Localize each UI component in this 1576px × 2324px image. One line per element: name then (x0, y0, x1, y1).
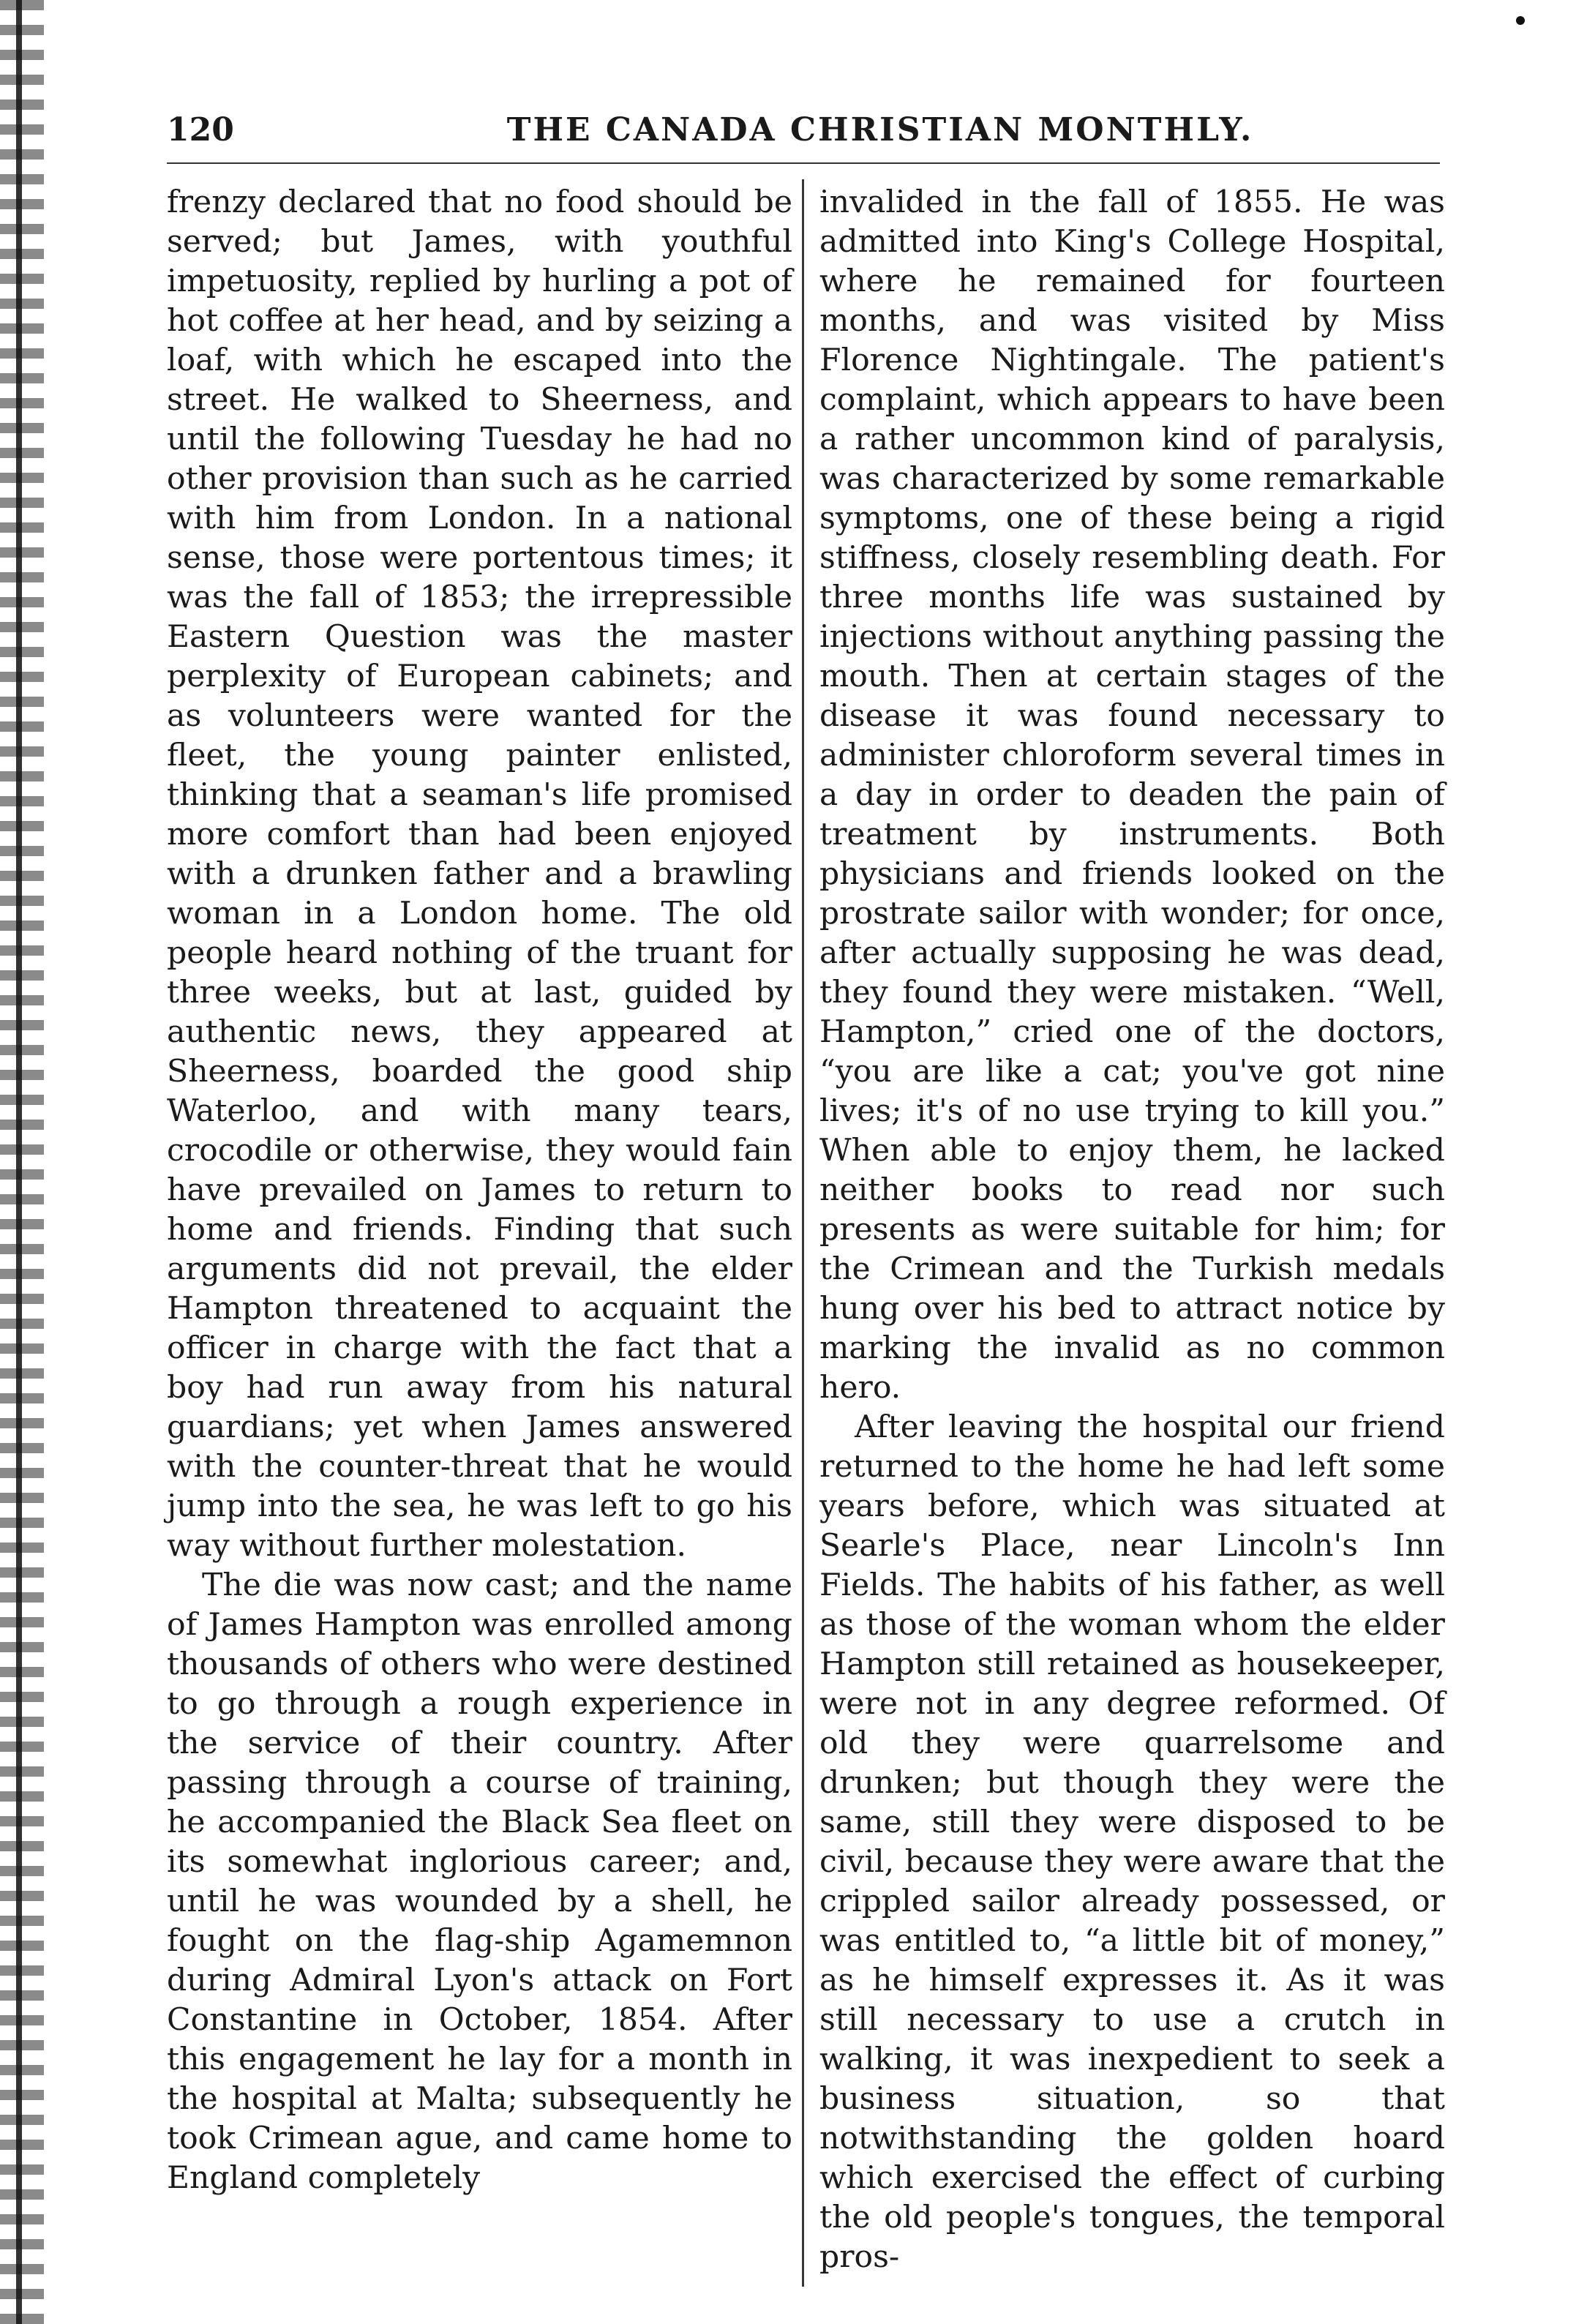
binding-edge-line (16, 0, 22, 2324)
column-divider (802, 179, 804, 2287)
running-title: THE CANADA CHRISTIAN MONTHLY. (506, 111, 1254, 149)
paragraph: invalided in the fall of 1855. He was admitted into King's College Hospital, where he remained for fourteen months, and was visited by Miss Florence Nightingale. The patient's complaint, which appears to have been a rather uncommon kind of paralysis, was characterized by some remarkable symptoms, one of these being a rigid stiffness, closely resembling death. For three months life was sustained by injections without anything passing the mouth. Then at certain stages of the disease it was found necessary to administer chloroform several times in a day in order to deaden the pain of treatment by instruments. Both physicians and friends looked on the prostrate sailor with wonder; for once, after actually supposing he was dead, they found they were mistaken. “Well, Hampton,” cried one of the doctors, “you are like a cat; you've got nine lives; it's of no use trying to kill you.” When able to enjoy them, he lacked neither books to read nor such presents as were suitable for him; for the Crimean and the Turkish medals hung over his bed to attract notice by marking the invalid as no common hero. (819, 184, 1445, 1406)
binding-edge-shadow (0, 0, 44, 2324)
ink-speck (1516, 16, 1525, 25)
page-number: 120 (167, 111, 234, 149)
page-header (167, 108, 1440, 160)
right-column (819, 183, 1445, 2277)
left-column (167, 183, 792, 2198)
paragraph: The die was now cast; and the name of James Hampton was enrolled among thousands of others who were destined to go through a rough experience in the service of their country. After passing through a course of training, he accompanied the Black Sea fleet on its somewhat inglorious career; and, until he was wounded by a shell, he fought on the flag-ship Agamemnon during Admiral Lyon's attack on Fort Constantine in October, 1854. After this engagement he lay for a month in the hospital at Malta; subsequently he took Crimean ague, and came home to England completely (167, 1567, 792, 2196)
paragraph: frenzy declared that no food should be served; but James, with youthful impetuosity, replied by hurling a pot of hot coffee at her head, and by seizing a loaf, with which he escaped into the street. He walked to Sheerness, and until the following Tuesday he had no other provision than such as he carried with him from London. In a national sense, those were portentous times; it was the fall of 1853; the irrepressible Eastern Question was the master perplexity of European cabinets; and as volunteers were wanted for the fleet, the young painter enlisted, thinking that a seaman's life promised more comfort than had been enjoyed with a drunken father and a brawling woman in a London home. The old people heard nothing of the truant for three weeks, but at last, guided by authentic news, they appeared at Sheerness, boarded the good ship Waterloo, and with many tears, crocodile or otherwise, they would fain have prevailed on James to return to home and friends. Finding that such arguments did not prevail, the elder Hampton threatened to acquaint the officer in charge with the fact that a boy had run away from his natural guardians; yet when James answered with the counter-threat that he would jump into the sea, he was left to go his way without further molestation. (167, 184, 792, 1564)
header-rule (167, 162, 1440, 164)
paragraph: After leaving the hospital our friend returned to the home he had left some years before, which was situated at Searle's Place, near Lincoln's Inn Fields. The habits of his father, as well as those of the woman whom the elder Hampton still retained as housekeeper, were not in any degree reformed. Of old they were quarrelsome and drunken; but though they were the same, still they were disposed to be civil, because they were aware that the crippled sailor already possessed, or was entitled to, “a little bit of money,” as he himself expresses it. As it was still necessary to use a crutch in walking, it was inexpedient to seek a business situation, so that notwithstanding the golden hoard which exercised the effect of curbing the old people's tongues, the temporal pros- (819, 1409, 1445, 2275)
